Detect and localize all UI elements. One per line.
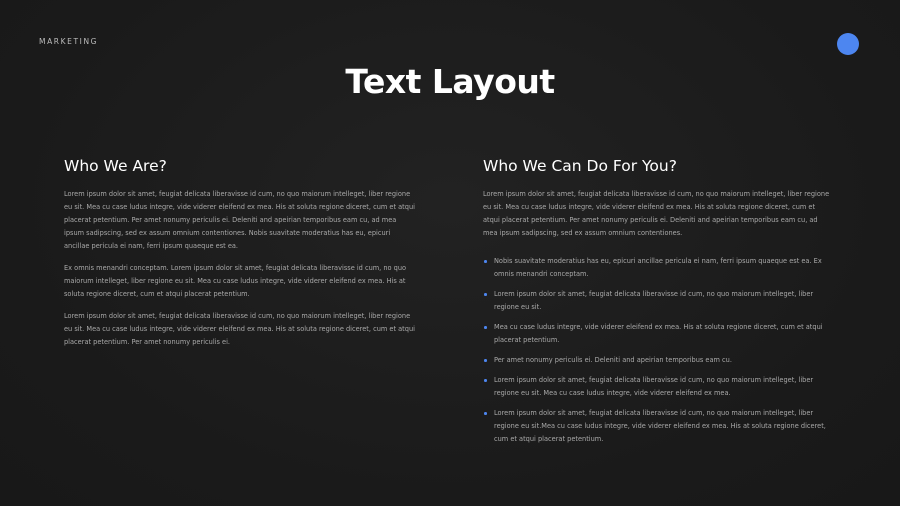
bullet-icon bbox=[484, 260, 487, 263]
intro-paragraph: Lorem ipsum dolor sit amet, feugiat delicata liberavisse id cum, no quo maiorum intelleget, liber regione eu sit. Mea cu case ludus integre, vide viderer eleifend ex mea. His at soluta regione diceret, cum et atqui placerat petentium. Per amet nonumy periculis ei. Deleniti and apeirian temporibus eam cu, ad mea ipsum sadipscing, sed ex assum omnium contentiones. bbox=[483, 190, 830, 237]
what-we-do-heading: Who We Can Do For You? bbox=[483, 157, 677, 175]
who-we-are-heading: Who We Are? bbox=[64, 157, 167, 175]
list-item bbox=[483, 321, 833, 347]
what-we-do-column bbox=[483, 157, 833, 453]
bullet-icon bbox=[484, 359, 487, 362]
list-item-text: Nobis suavitate moderatius has eu, epicuri ancillae pericula ei nam, ferri ipsum quaeque est ea. Ex omnis menandri conceptam. bbox=[494, 257, 822, 278]
bullet-list bbox=[483, 255, 833, 446]
bullet-icon bbox=[484, 293, 487, 296]
paragraph: Lorem ipsum dolor sit amet, feugiat delicata liberavisse id cum, no quo maiorum intelleget, liber regione eu sit. Mea cu case ludus integre, vide viderer eleifend ex mea. His at soluta regione diceret, cum et atqui placerat petentium. Per amet nonumy periculis ei. bbox=[64, 312, 415, 346]
bullet-icon bbox=[484, 412, 487, 415]
list-item-text: Per amet nonumy periculis ei. Deleniti and apeirian temporibus eam cu. bbox=[494, 356, 732, 364]
list-item-text: Lorem ipsum dolor sit amet, feugiat delicata liberavisse id cum, no quo maiorum intelleget, liber regione eu sit. Mea cu case ludus integre, vide viderer eleifend ex mea. bbox=[494, 376, 814, 397]
bullet-icon bbox=[484, 379, 487, 382]
list-item bbox=[483, 255, 833, 281]
list-item bbox=[483, 374, 833, 400]
section-label: MARKETING bbox=[39, 37, 99, 46]
list-item bbox=[483, 407, 833, 446]
paragraph: Lorem ipsum dolor sit amet, feugiat delicata liberavisse id cum, no quo maiorum intelleget, liber regione eu sit. Mea cu case ludus integre, vide viderer eleifend ex mea. His at soluta regione diceret, cum et atqui placerat petentium. Per amet nonumy periculis ei. Deleniti and apeirian temporibus eam cu, ad mea ipsum sadipscing, sed ex assum omnium contentiones. Nobis suavitate moderatius has eu, epicuri ancillae pericula ei nam, ferri ipsum quaeque est ea. bbox=[64, 190, 415, 250]
accent-dot bbox=[837, 33, 859, 55]
page-title: Text Layout bbox=[345, 62, 555, 101]
list-item-text: Mea cu case ludus integre, vide viderer eleifend ex mea. His at soluta regione diceret, cum et atqui placerat petentium. bbox=[494, 323, 823, 344]
list-item-text: Lorem ipsum dolor sit amet, feugiat delicata liberavisse id cum, no quo maiorum intelleget, liber regione eu sit. bbox=[494, 290, 814, 311]
paragraph: Ex omnis menandri conceptam. Lorem ipsum dolor sit amet, feugiat delicata liberavisse id cum, no quo maiorum intelleget, liber regione eu sit. Mea cu case ludus integre, vide viderer eleifend ex mea. His at soluta regione diceret, cum et atqui placerat petentium. bbox=[64, 264, 407, 298]
who-we-are-column bbox=[64, 157, 416, 358]
bullet-icon bbox=[484, 326, 487, 329]
list-item bbox=[483, 288, 833, 314]
list-item bbox=[483, 354, 833, 367]
list-item-text: Lorem ipsum dolor sit amet, feugiat delicata liberavisse id cum, no quo maiorum intelleget, liber regione eu sit.Mea cu case ludus integre, vide viderer eleifend ex mea. His at soluta regione diceret, cum et atqui placerat petentium. bbox=[494, 409, 826, 443]
